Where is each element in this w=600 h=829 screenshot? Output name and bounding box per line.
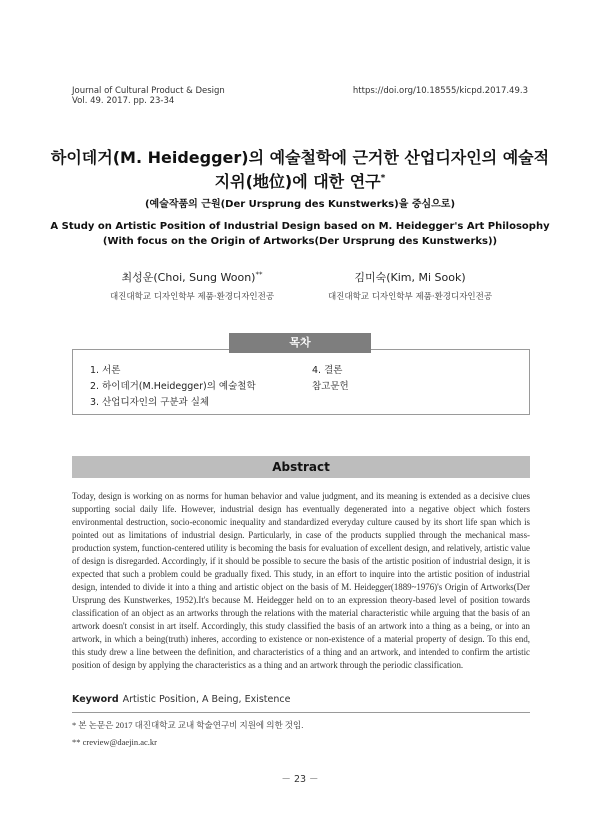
author-2	[290, 271, 530, 302]
author-1-affiliation: 대진대학교 디자인학부 제품·환경디자인전공	[109, 292, 275, 302]
author-2-name: 김미숙(Kim, Mi Sook)	[354, 271, 466, 284]
toc-item[interactable]: 1. 서론	[90, 365, 121, 376]
toc-left-column	[90, 363, 256, 411]
korean-title-line2	[40, 170, 560, 194]
keyword-values: Artistic Position, A Being, Existence	[122, 694, 291, 705]
keyword-label: Keyword	[72, 694, 119, 705]
funding-mark: *	[380, 173, 386, 184]
author-1-name-row	[72, 271, 312, 285]
doi-link[interactable]: https://doi.org/10.18555/kicpd.2017.49.3	[352, 86, 528, 96]
toc-heading: 목차	[229, 333, 371, 353]
toc-item[interactable]: 4. 결론	[312, 365, 343, 376]
footnotes	[72, 717, 303, 751]
keyword-line	[72, 694, 290, 705]
author-1-mark: **	[255, 270, 263, 279]
english-title-line2: (With focus on the Origin of Artworks(Der Ursprung des Kunstwerks))	[102, 236, 498, 247]
abstract-heading: Abstract	[72, 456, 530, 478]
toc-item[interactable]: 3. 산업디자인의 구분과 실체	[90, 397, 210, 408]
abstract-text: Today, design is working on as norms for human behavior and value judgment, and its meaning is extended as a decisive clues supporting social daily life. However, industrial design has eventually degenerated into a negative object which fosters environmental destruction, socio-economic inequality and standardized everyday culture caused by its short life span which is pointed out as limitations of industrial design. Particularly, in case of the products supplied through the mechanical mass-production system, function-centered utility is becoming the basis for evaluation of excellent design, and relatively, artistic value of design is disregarded. Accordingly, if it should be possible to secure the basis of the artistic position of industrial design, it is expected that such a problem could be gradually fixed. This study, in an effort to inquire into the artistic position of industrial design, intended to divide it into a thing and artistic object on the basis of M. Heidegger(1889~1976)'s Origin of Artworks(Der Ursprung des Kunstwerkes, 1952).It's because M. Heidegger held on to an expression theory-based level of position towards classification of an object as an artworks through the relations with the material characteristic while arguing that the basis of an artwork doesn't consist in art itself. Accordingly, this study classified the basis of an artwork into a thing as a being, or into an artwork, in which a being(truth) inheres, according to existence or non-existence of a material property of design. To this end, this study drew a line between the definition, and characteristics of a thing and an artwork, and intended to confirm the artistic position of design by applying the characteristics as a thing and an artwork through the periodic classification.	[72, 491, 530, 670]
doi-header	[353, 86, 528, 96]
journal-name: Journal of Cultural Product & Design	[72, 86, 225, 96]
page-number: － 23 －	[281, 774, 319, 785]
toc-item[interactable]: 2. 하이데거(M.Heidegger)의 예술철학	[90, 381, 256, 392]
footnote-divider	[72, 712, 530, 713]
korean-title-line1: 하이데거(M. Heidegger)의 예술철학에 근거한 산업디자인의 예술적	[50, 148, 550, 167]
author-2-name-row	[290, 271, 530, 285]
korean-title-line2-text: 지위(地位)에 대한 연구	[214, 172, 381, 191]
author-1	[72, 271, 312, 302]
abstract-body	[72, 490, 530, 672]
footnote-email[interactable]: ** creview@daejin.ac.kr	[72, 737, 157, 747]
journal-volume: Vol. 49. 2017. pp. 23-34	[72, 96, 175, 106]
author-1-name: 최성운(Choi, Sung Woon)	[121, 271, 256, 284]
english-title-line1: A Study on Artistic Position of Industrial Design based on M. Heidegger's Art Philosophy	[50, 221, 550, 232]
footnote-funding: * 본 논문은 2017 대진대학교 교내 학술연구비 지원에 의한 것임.	[72, 720, 304, 730]
toc-item[interactable]: 참고문헌	[312, 381, 349, 392]
korean-title	[40, 146, 560, 194]
korean-subtitle: (예술작품의 근원(Der Ursprung des Kunstwerks)을 중심으로)	[144, 199, 456, 210]
english-title	[40, 219, 560, 249]
toc-right-column	[312, 363, 349, 395]
author-2-affiliation: 대진대학교 디자인학부 제품·환경디자인전공	[327, 292, 493, 302]
journal-header	[72, 86, 225, 106]
